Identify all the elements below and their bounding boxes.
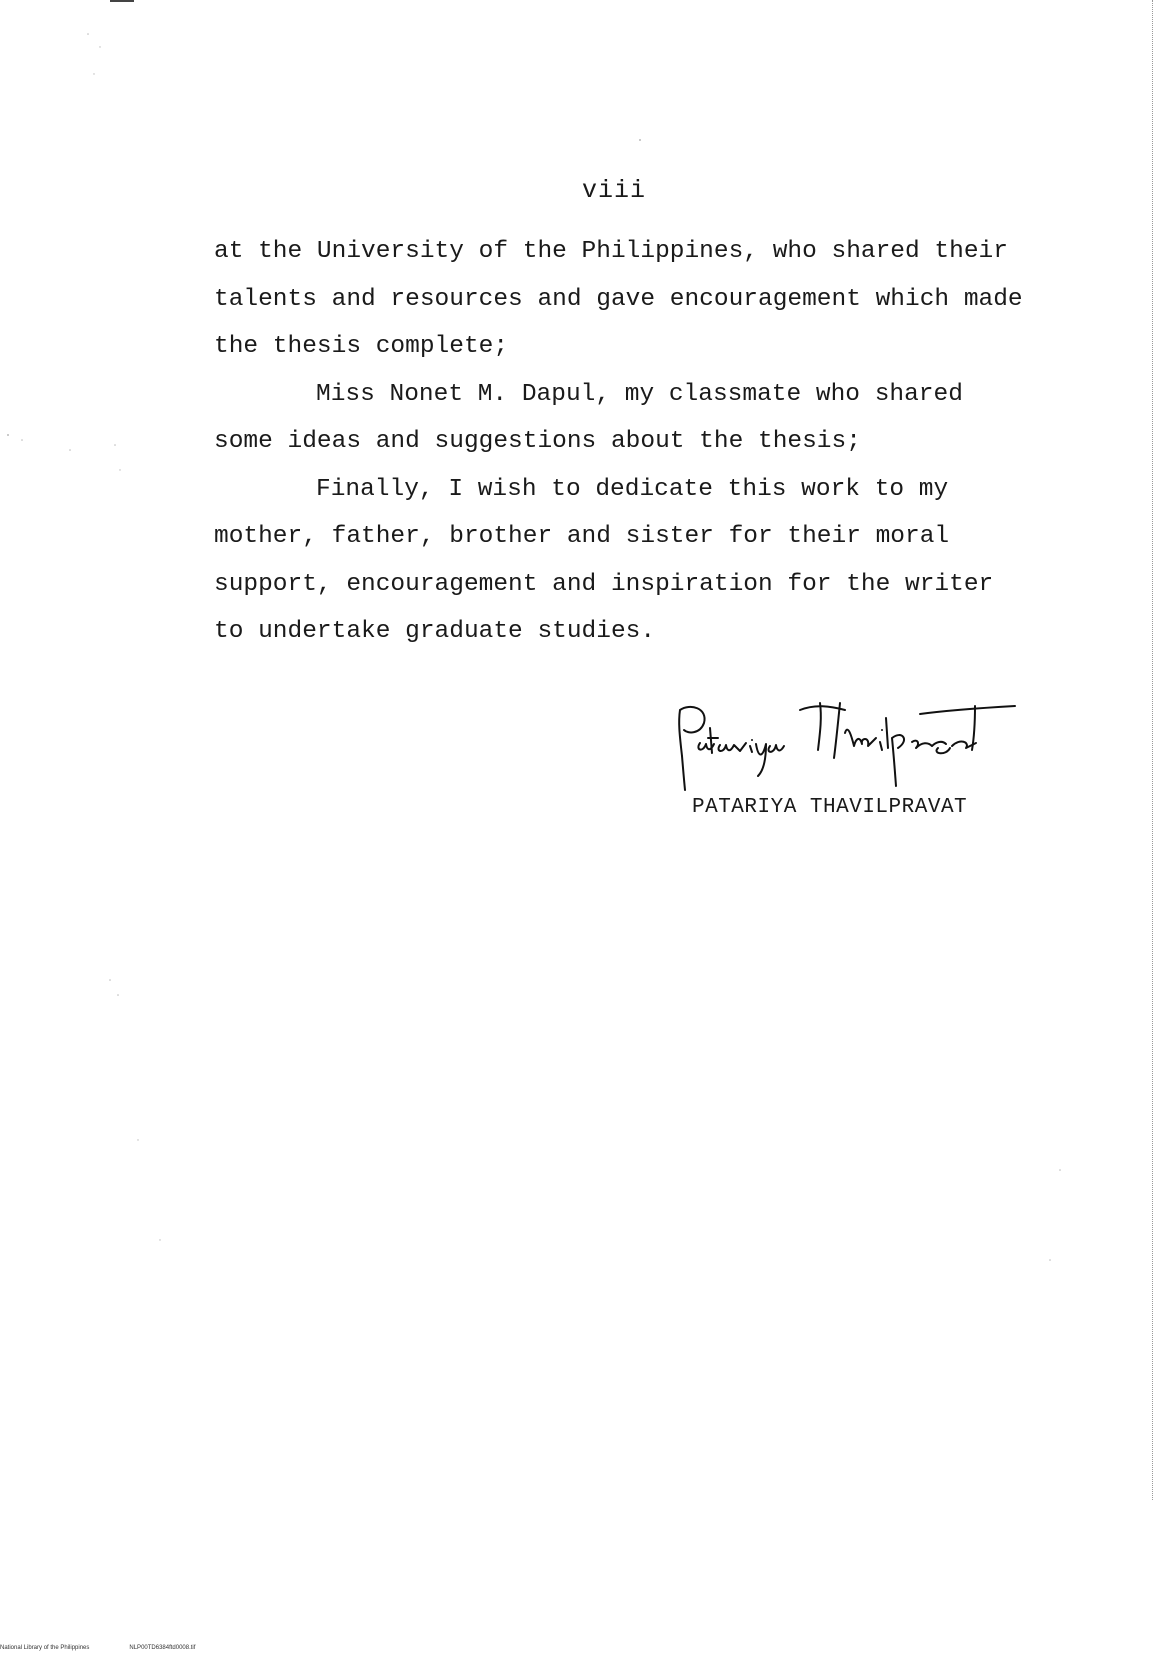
text-line: to undertake graduate studies.	[214, 618, 656, 645]
footer-file-id: NLP00TD6384ftd0008.tif	[129, 1645, 196, 1651]
acknowledgement-text	[214, 228, 1044, 656]
text-line: at the University of the Philippines, who shared their	[214, 238, 1008, 265]
text-line: mother, father, brother and sister for their moral	[214, 523, 950, 550]
handwritten-signature	[670, 698, 1020, 798]
footer-library: National Library of the Philippines	[0, 1645, 90, 1651]
text-line: Miss Nonet M. Dapul, my classmate who shared	[316, 380, 963, 408]
text-line: support, encouragement and inspiration for the writer	[214, 570, 994, 598]
scan-edge-divider	[1152, 0, 1155, 1500]
text-line: the thesis complete;	[214, 333, 509, 360]
text-line: talents and resources and gave encouragement which made	[214, 285, 1023, 313]
page-number: viii	[582, 176, 647, 205]
text-line: Finally, I wish to dedicate this work to my	[316, 475, 949, 503]
signer-printed-name: PATARIYA THAVILPRAVAT	[692, 796, 968, 819]
text-line: some ideas and suggestions about the thesis;	[214, 428, 861, 455]
scan-footer	[0, 1645, 235, 1651]
